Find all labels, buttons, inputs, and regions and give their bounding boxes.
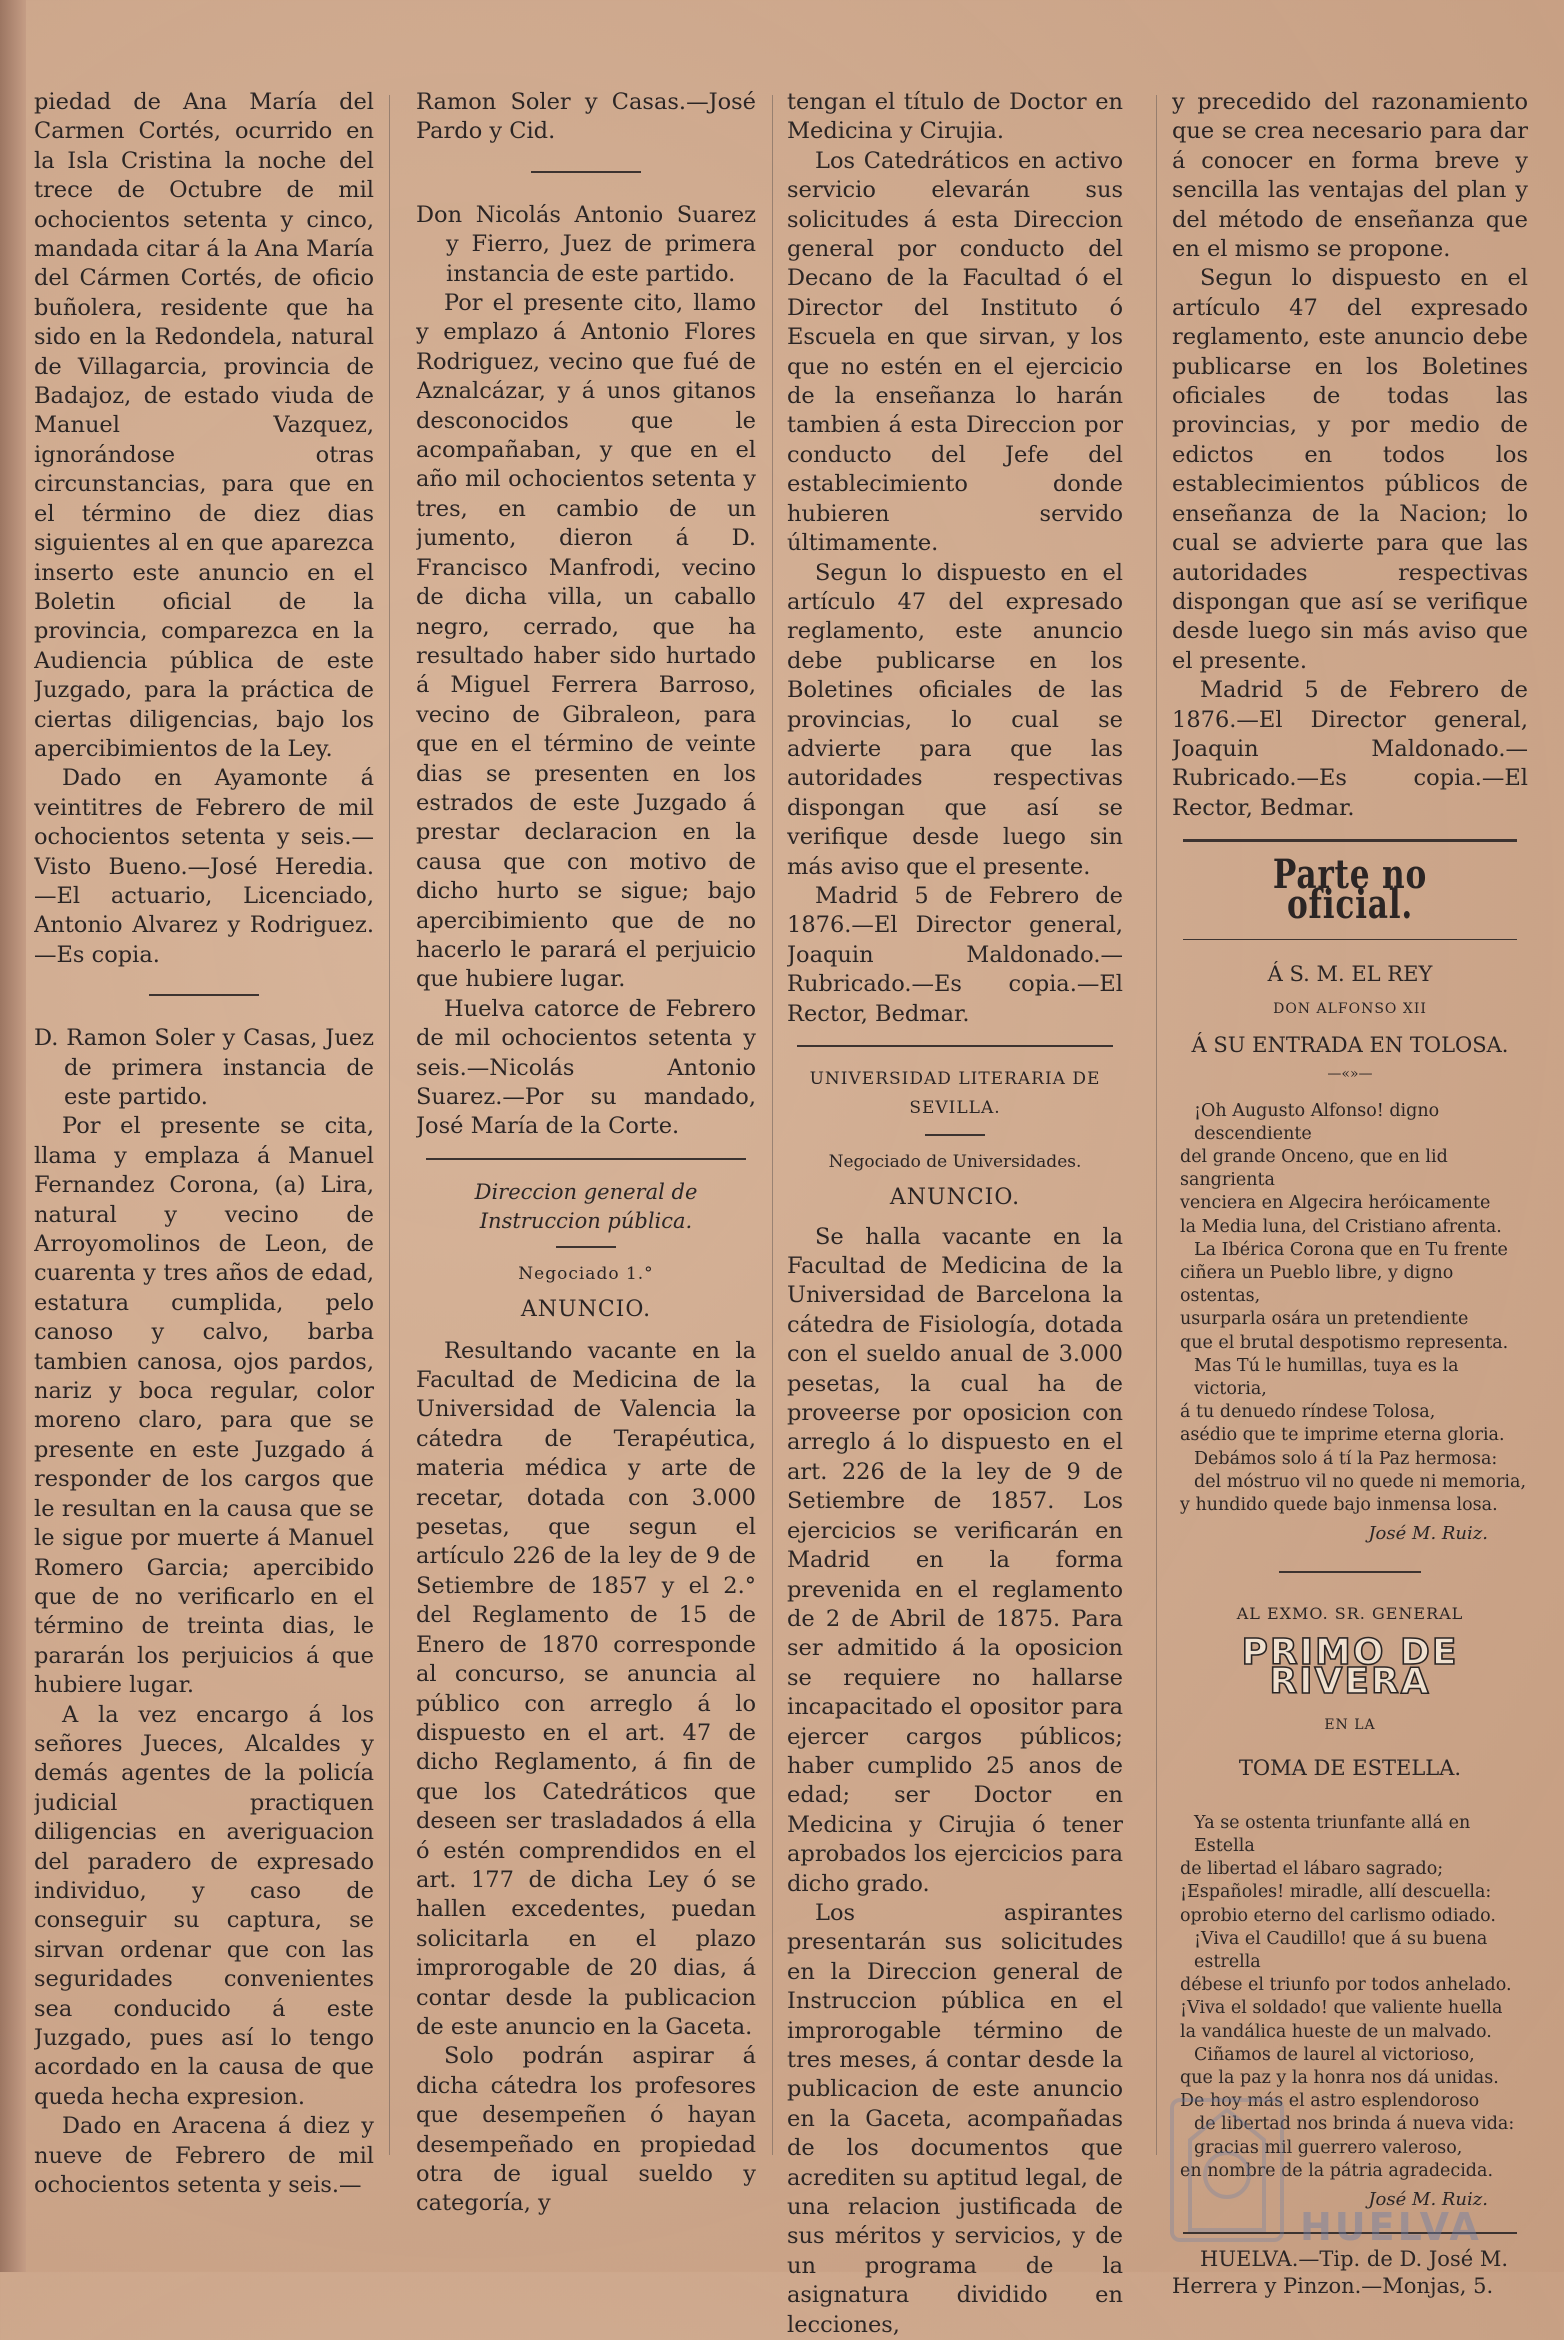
anuncio-barcelona-date: Madrid 5 de Febrero de 1876.—El Director general, Joaquin Maldonado.—Rubricado.—Es copia.—El Rector, Bedmar. — [1172, 677, 1528, 821]
separator — [149, 994, 259, 996]
anuncio-heading: ANUNCIO. — [520, 1297, 652, 1323]
verse-line: del móstruo vil no quede ni memoria, — [1194, 1471, 1527, 1492]
edict-police-request: A la vez encargo á los señores Jueces, Alcaldes y demás agentes de la policía judicial practiquen diligencias en averiguacion del paradero de expresado individuo, y caso de conseguir su captura, se sirvan ordenar que con las seguridades convenientes sea conducido á este Juzgado, pues así lo tengo acordado en la causa de que queda hecha expresion. — [34, 1701, 374, 2110]
verse-line: del grande Onceno, que en lid sangrienta — [1180, 1147, 1448, 1191]
anuncio-barcelona: Se halla vacante en la Facultad de Medicina de la Universidad de Barcelona la cátedra de Fisiología, dotada con el sueldo anual de 3.000 pesetas, la cual ha de proveerse por oposicion con arreglo á lo dispuesto en el art. 226 de la ley de 9 de Setiembre de 1857. Los ejercicios se verificarán en Madrid en la forma prevenida en el reglamento de 2 de Abril de 1875. Para ser admitido á la oposicion se requiere no hallarse incapacitado el opositor para ejercer cargos públicos; haber cumplido 25 anos de edad; ser Doctor en Medicina y Cirujia ó tener aprobados los ejercicios para dicho grado. — [787, 1223, 1123, 1897]
edict-signatures: Ramon Soler y Casas.—José Pardo y Cid. — [416, 89, 756, 145]
edict-manuel-fernandez: Por el presente se cita, llama y emplaza á Manuel Fernandez Corona, (a) Lira, natural y vecino de Arroyomolinos de Leon, de cuarenta y tres años de edad, estatura cumplida, pelo canoso y calvo, barba tambien canosa, ojos pardos, nariz y boca regular, color moreno claro, para que se presente en este Juzgado á responder de los cargos que le resultan en la causa que se le sigue por muerte á Manuel Romero Garcia; apercibido que de no verificarlo en el término de treinta dias, le pararán los perjuicios á que hubiere lugar. — [34, 1113, 374, 1699]
anuncio-barcelona-article: Segun lo dispuesto en el artículo 47 del expresado reglamento, este anuncio debe publicarse en los Boletines oficiales de todas las provincias, y por medio de edictos en todos los establecimientos públicos de enseñanza de la Nacion; lo cual se advierte para que las autoridades respectivas dispongan que así se verifique desde luego sin más aviso que el presente. — [1172, 265, 1528, 674]
edict-ana-maria-date: Dado en Ayamonte á veintitres de Febrero de mil ochocientos setenta y seis.—Visto Bueno.—José Heredia.—El actuario, Licenciado, Antonio Alvarez y Rodriguez.—Es copia. — [34, 765, 374, 968]
anuncio-valencia-catedraticos: Los Catedráticos en activo servicio elevarán sus solicitudes á esta Direccion general por conducto del Decano de la Facultad ó el Director del Instituto ó Escuela en que sirvan, y los que no estén en el ejercicio de la enseñanza lo harán tambien á esta Direccion por conducto del Jefe del establecimiento donde hubieren servido últimamente. — [787, 147, 1123, 557]
verse-line: en nombre de la pátria agradecida. — [1180, 2160, 1494, 2181]
negociado-label: Negociado 1.° — [518, 1263, 654, 1284]
verse-line: la vandálica hueste de un malvado. — [1180, 2021, 1492, 2042]
verse-line: venciera en Algecira heróicamente — [1180, 1193, 1491, 1214]
section-rule — [426, 1158, 746, 1160]
verse-line: De hoy más el astro esplendoroso — [1180, 2091, 1480, 2112]
verse-line: Ya se ostenta triunfante allá en Estella — [1194, 1812, 1471, 1856]
stamp-watermark-text: HUELVA — [1300, 2205, 1482, 2249]
separator — [531, 171, 641, 173]
verse-line: de libertad nos brinda á nueva vida: — [1194, 2114, 1515, 2135]
verse-line: que el brutal despotismo representa. — [1180, 1332, 1509, 1353]
anuncio-heading-2: ANUNCIO. — [889, 1185, 1021, 1211]
poem-2-en-la: EN LA — [1324, 1716, 1376, 1733]
separator — [556, 1246, 616, 1248]
edict-judge-heading: D. Ramon Soler y Casas, Juez de primera instancia de este partido. — [34, 1025, 374, 1110]
section-heading-instruccion: Direccion general de Instruccion pública. — [474, 1179, 698, 1233]
section-rule — [1183, 939, 1518, 940]
poem-1-subtitle: DON ALFONSO XII — [1273, 1001, 1427, 1018]
anuncio-valencia: Resultando vacante en la Facultad de Medicina de la Universidad de Valencia la cátedra de Terapéutica, materia médica y arte de recetar, dotada con 3.000 pesetas, que segun el artículo 226 de la ley de 9 de Setiembre de 1857 y el 2.° del Reglamento de 15 de Enero de 1870 corresponde al concurso, se anuncia al público con arreglo á lo dispuesto en el art. 47 de dicho Reglamento, á fin de que los Catedráticos que deseen ser trasladados á ella ó estén comprendidos en el art. 177 de dicha Ley ó se hallen excedentes, puedan solicitarla en el plazo improrogable de 20 dias, á contar desde la publicacion de este anuncio en la Gaceta. — [416, 1337, 756, 2040]
edict-aracena-date: Dado en Aracena á diez y nueve de Febrero de mil ochocientos setenta y seis.— — [34, 2113, 374, 2199]
anuncio-valencia-requirements: Solo podrán aspirar á dicha cátedra los profesores que desempeñen ó hayan desempeñado en propiedad otra de igual sueldo y categoría, y — [416, 2043, 756, 2217]
column-2 — [416, 88, 756, 2219]
page-edge — [0, 0, 26, 2272]
anuncio-valencia-date: Madrid 5 de Febrero de 1876.—El Director general, Joaquin Maldonado.—Rubricado.—Es copia.—El Rector, Bedmar. — [787, 882, 1123, 1027]
verse-line: oprobio eterno del carlismo odiado. — [1180, 1905, 1496, 1926]
section-rule — [1183, 839, 1518, 842]
verse-line: ¡Viva el Caudillo! que á su buena estrella — [1194, 1928, 1488, 1972]
university-heading: UNIVERSIDAD LITERARIA DE SEVILLA. — [809, 1069, 1101, 1119]
poem-2-title: TOMA DE ESTELLA. — [1238, 1756, 1462, 1781]
verse-line: débese el triunfo por todos anhelado. — [1180, 1975, 1512, 1996]
verse-line: ¡Viva el soldado! que valiente huella — [1180, 1998, 1503, 2019]
negociado-universidades: Negociado de Universidades. — [828, 1151, 1082, 1172]
verse-line: usurparla osára un pretendiente — [1180, 1309, 1469, 1330]
poem-1-signature: José M. Ruiz. — [1368, 1523, 1488, 1545]
verse-line: á tu denuedo ríndese Tolosa, — [1180, 1402, 1436, 1423]
poem-2-name: PRIMO DE RIVERA — [1241, 1632, 1459, 1703]
poem-1-title: Á S. M. EL REY — [1267, 961, 1433, 986]
column-4 — [1172, 88, 1528, 2300]
verse-line: de libertad el lábaro sagrado; — [1180, 1859, 1444, 1880]
verse-line: La Ibérica Corona que en Tu frente — [1194, 1239, 1508, 1260]
poem-1-ornament: —«»— — [1327, 1066, 1373, 1083]
verse-line: Ciñamos de laurel al victorioso, — [1194, 2044, 1475, 2065]
anuncio-valencia-cont: tengan el título de Doctor en Medicina y Cirujia. — [787, 89, 1123, 145]
column-3 — [787, 88, 1123, 2340]
poem-1-verses — [1172, 1100, 1528, 1518]
edict-judge-heading-2: Don Nicolás Antonio Suarez y Fierro, Juez de primera instancia de este partido. — [416, 201, 756, 287]
parte-no-oficial-heading: Parte no oficial. — [1272, 851, 1428, 928]
verse-line: ¡Españoles! miradle, allí descuella: — [1180, 1882, 1492, 1903]
verse-line: ciñera un Pueblo libre, y digno ostentas, — [1180, 1263, 1454, 1307]
poem-2-signature: José M. Ruiz. — [1368, 2188, 1488, 2210]
anuncio-valencia-article: Segun lo dispuesto en el artículo 47 del expresado reglamento, este anuncio debe publicarse en los Boletines oficiales de las provincias, lo cual se advierte para que las autoridades respectivas dispongan que así se verifique desde luego sin más aviso que el presente. — [787, 559, 1123, 880]
edict-ana-maria: piedad de Ana María del Carmen Cortés, ocurrido en la Isla Cristina la noche del trece de Octubre de mil ochocientos setenta y cinco, mandada citar á la Ana María del Cármen Cortés, de oficio buñolera, residente que ha sido en la Redondela, natural de Villagarcia, provincia de Badajoz, de estado viuda de Manuel Vazquez, ignorándose otras circunstancias, para que en el término de diez dias siguientes al en que aparezca inserto este anuncio en el Boletin oficial de la provincia, comparezca en la Audiencia pública de este Juzgado, para la práctica de ciertas diligencias, bajo los apercibimientos de la Ley. — [34, 89, 374, 762]
verse-line: y hundido quede bajo inmensa losa. — [1180, 1495, 1498, 1516]
section-rule — [797, 1045, 1113, 1047]
poem-2-pretitle: AL EXMO. SR. GENERAL — [1236, 1603, 1464, 1623]
verse-line: que la paz y la honra nos dá unidas. — [1180, 2067, 1499, 2088]
separator — [925, 1134, 985, 1136]
column-rule-3 — [1156, 95, 1157, 2155]
poem-1-title-2: Á SU ENTRADA EN TOLOSA. — [1191, 1032, 1509, 1057]
verse-line: gracias mil guerrero valeroso, — [1194, 2137, 1463, 2158]
verse-line: asédio que te imprime eterna gloria. — [1180, 1425, 1505, 1446]
separator — [1279, 1571, 1421, 1573]
verse-line: ¡Oh Augusto Alfonso! digno descendiente — [1194, 1100, 1440, 1144]
verse-line: Mas Tú le humillas, tuya es la victoria, — [1194, 1355, 1459, 1400]
anuncio-barcelona-aspirantes: Los aspirantes presentarán sus solicitudes en la Direccion general de Instruccion pública en el improrogable término de tres meses, á contar desde la publicacion de este anuncio en la Gaceta, acompañadas de los documentos que acrediten su aptitud legal, de una relacion justificada de sus méritos y servicios, y de un programa de la asignatura dividido en lecciones, — [787, 1899, 1123, 2338]
anuncio-barcelona-cont: y precedido del razonamiento que se crea necesario para dar á conocer en forma breve y sencilla las ventajas del plan y del método de enseñanza que en el mismo se propone. — [1172, 89, 1528, 263]
edict-huelva-date: Huelva catorce de Febrero de mil ochocientos setenta y seis.—Nicolás Antonio Suarez.—Por su mandado, José María de la Corte. — [416, 995, 756, 1140]
column-rule-2 — [772, 95, 773, 2155]
verse-line: la Media luna, del Cristiano afrenta. — [1180, 1216, 1502, 1237]
column-1 — [34, 88, 374, 2200]
edict-antonio-flores: Por el presente cito, llamo y emplazo á Antonio Flores Rodriguez, vecino que fué de Aznalcázar, y á unos gitanos desconocidos que le acompañaban, y que en el año mil ochocientos setenta y tres, en cambio de un jumento, dieron á D. Francisco Manfrodi, vecino de dicha villa, un caballo negro, cerrado, que ha resultado haber sido hurtado á Miguel Ferrera Barroso, vecino de Gibraleon, para que en el término de veinte dias se presenten en los estrados de este Juzgado á prestar declaracion en la causa que con motivo de dicho hurto se sigue; bajo apercibimiento que de no hacerlo le parará el perjuicio que hubiere lugar. — [416, 290, 756, 993]
imprint: HUELVA.—Tip. de D. José M. Herrera y Pinzon.—Monjas, 5. — [1172, 2247, 1508, 2299]
verse-line: Debámos solo á tí la Paz hermosa: — [1194, 1448, 1498, 1469]
column-rule-1 — [389, 95, 390, 2155]
